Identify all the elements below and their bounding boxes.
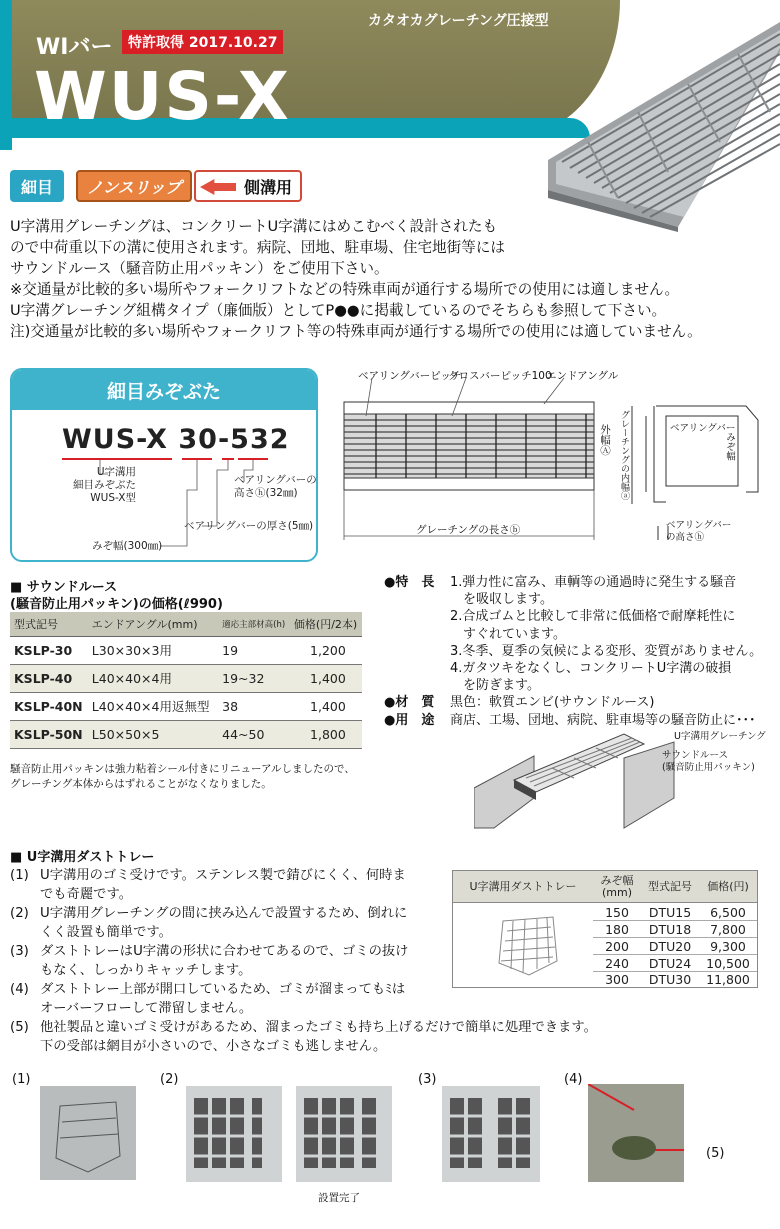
- col-price: 価格(円/2本): [290, 612, 362, 636]
- tag-non-slip: ノンスリップ: [76, 170, 192, 202]
- tray-cell: 11,800: [706, 972, 750, 987]
- table-cell: KSLP-40: [10, 664, 88, 692]
- intro-line: U字溝用グレーチングは、コンクリートU字溝にはめこむべく設計されたも: [10, 218, 498, 235]
- photo-label: (4): [564, 1072, 583, 1087]
- install-photos: [0, 1070, 780, 1220]
- tray-cell: DTU15: [641, 904, 699, 921]
- table-cell: L40×40×4用返無型: [88, 692, 218, 720]
- photo-label: (3): [418, 1072, 437, 1087]
- install-drawing: [474, 728, 774, 836]
- header-teal-edge: [0, 0, 12, 150]
- item-text: もなく、しっかりキャッチします。: [40, 963, 252, 978]
- tray-label: U字溝用ダストトレー: [453, 871, 593, 903]
- label-grating: U字溝用グレーチング: [674, 731, 766, 742]
- photo-grating-overflow: [442, 1086, 540, 1182]
- item-number: (3): [10, 944, 29, 959]
- label-thickness: ベアリングバーの厚さ(5㎜): [184, 520, 314, 532]
- arrow-left-icon: [200, 179, 236, 195]
- tray-image: [493, 911, 563, 981]
- intro-line: サウンドルース（騒音防止用パッキン）をご使用下さい。: [10, 260, 389, 277]
- photo-label: (5): [706, 1146, 725, 1161]
- intro-line: ※交通量が比較的多い場所やフォークリフトなどの特殊車両が通行する場所での使用には適しません。: [10, 281, 680, 298]
- tray-cell: 180: [593, 921, 641, 938]
- tray-cell: DTU18: [641, 921, 699, 938]
- item-text: オーバーフローして滞留しません。: [40, 1001, 253, 1016]
- tray-price-table: [452, 870, 758, 988]
- photo-caption: 設置完了: [318, 1192, 360, 1204]
- list-item: [10, 1018, 770, 1056]
- col-tray-code: 型式記号: [641, 871, 699, 903]
- table-cell: 1,800: [290, 720, 362, 748]
- item-text: 他社製品と違いゴミ受けがあるため、溜まったゴミも持ち上げるだけで簡単に処理できます。: [40, 1020, 597, 1035]
- table-cell: KSLP-30: [10, 636, 88, 664]
- item-text: ダストトレーはU字溝の形状に合わせてあるので、ゴミの抜け: [40, 944, 409, 959]
- use-label: ●用 途: [384, 712, 435, 728]
- tray-cell: 9,300: [699, 938, 757, 955]
- feature-line: 4.ガタツキをなくし、コンクリートU字溝の破損: [450, 661, 732, 677]
- tag-fine-mesh: 細目: [10, 170, 64, 202]
- tag-side-gutter-label: 側溝用: [243, 177, 292, 197]
- label-inner-width: グレーチングの内幅ⓐ: [619, 410, 629, 500]
- tray-cell: DTU24: [641, 955, 699, 972]
- series-label: WIバー: [36, 35, 113, 60]
- model-code: WUS-X 30-532: [62, 424, 290, 455]
- tray-cell: DTU30: [648, 972, 692, 987]
- table-cell: 1,400: [290, 664, 362, 692]
- features-section: [384, 574, 774, 729]
- table-cell: 1,400: [290, 692, 362, 720]
- photo-grating-install-a: [186, 1086, 282, 1182]
- label-type: U字溝用 細目みぞぶた WUS-X型: [73, 466, 136, 504]
- feature-line: を防ぎます。: [450, 678, 540, 694]
- table-cell: L30×30×3用: [88, 636, 218, 664]
- item-text: 下の受部は網目が小さいので、小さなゴミも逃しません。: [40, 1039, 387, 1054]
- sound-note: [10, 762, 355, 792]
- photo-label: (1): [12, 1072, 31, 1087]
- label-end-angle: エンドアングル: [546, 370, 619, 382]
- photo-label: (2): [160, 1072, 179, 1087]
- table-cell: KSLP-50N: [10, 720, 88, 748]
- item-text: U字溝用グレーチングの間に挟み込んで設置するため、倒れに: [40, 906, 408, 921]
- feature-line: を吸収します。: [450, 592, 553, 608]
- feature-line: 3.冬季、夏季の気候による変形、変質がありません。: [450, 643, 763, 659]
- code-box-title: 細目みぞぶた: [12, 370, 316, 410]
- table-cell: L40×40×4用: [88, 664, 218, 692]
- table-cell: L50×50×5: [88, 720, 218, 748]
- item-text: U字溝用のゴミ受けです。ステンレス製で錆びにくく、何時ま: [40, 868, 406, 883]
- table-cell: 19~32: [218, 664, 290, 692]
- tray-cell: 6,500: [699, 904, 757, 921]
- product-type: カタオカグレーチング圧接型: [368, 13, 549, 29]
- note-line: 騒音防止用パッキンは強力粘着シール付きにリニューアルしましたので、: [10, 763, 355, 775]
- tray-cell: DTU20: [641, 938, 699, 955]
- table-cell: KSLP-40N: [10, 692, 88, 720]
- label-width: みぞ幅(300㎜): [92, 540, 163, 552]
- table-cell: 44~50: [218, 720, 290, 748]
- label-length: グレーチングの長さⓑ: [416, 524, 521, 536]
- col-code: 型式記号: [10, 612, 88, 636]
- use-value: 商店、工場、団地、病院、駐車場等の騒音防止に･･･: [450, 712, 756, 728]
- intro-line: 注)交通量が比較的多い場所やフォークリフト等の特殊車両が通行する場所での使用には適していません。: [10, 323, 702, 340]
- features-label: ●特 長: [384, 575, 435, 590]
- tray-cell: 150: [593, 904, 641, 921]
- table-cell: 1,200: [290, 636, 362, 664]
- material-label: ●材 質: [384, 695, 435, 711]
- item-number: (1): [10, 868, 29, 883]
- patent-badge: 特許取得 2017.10.27: [122, 30, 283, 54]
- tray-cell: 10,500: [699, 955, 757, 972]
- tray-cell: 300: [605, 972, 629, 987]
- tray-cell: 200: [593, 938, 641, 955]
- label-packing: サウンドルース (騒音防止用パッキン): [662, 750, 755, 773]
- table-cell: 38: [218, 692, 290, 720]
- tag-side-gutter: [194, 170, 302, 202]
- material-value: 黒色：軟質エンビ(サウンドルース): [450, 695, 655, 711]
- item-number: (5): [10, 1020, 29, 1035]
- dust-title: ■ U字溝用ダストトレー: [10, 850, 155, 865]
- feature-line: 2.合成ゴムと比較して非常に低価格で耐摩耗性に: [450, 609, 736, 625]
- photo-tray-with-debris: [588, 1084, 684, 1182]
- feature-line: すぐれています。: [450, 626, 566, 642]
- label-bar-height: ベアリングバー の高さⓗ: [666, 520, 732, 543]
- tray-cell: 7,800: [699, 921, 757, 938]
- col-height: 適応主部材高(h): [218, 612, 290, 636]
- table-cell: 19: [218, 636, 290, 664]
- item-text: くく設置も簡単です。: [40, 925, 172, 940]
- model-title: WUS-X: [34, 58, 291, 135]
- technical-diagram: [336, 364, 776, 560]
- photo-tray: [40, 1086, 136, 1180]
- tray-cell: 240: [593, 955, 641, 972]
- sound-price-table: [10, 612, 362, 749]
- sound-title: ■ サウンドルース: [10, 580, 118, 595]
- photo-grating-install-b: [296, 1086, 392, 1182]
- label-outer-width: 外幅Ⓐ: [599, 424, 611, 456]
- label-bearing-pitch: ベアリングバーピッチ: [358, 370, 462, 382]
- col-tray-price: 価格(円): [699, 871, 757, 903]
- grating-photo: [548, 12, 780, 232]
- intro-line: ので中荷重以下の溝に使用されます。病院、団地、駐車場、住宅地街等には: [10, 239, 506, 256]
- col-groove-width: みぞ幅 (mm): [593, 871, 641, 903]
- feature-line: 1.弾力性に富み、車輌等の通過時に発生する騒音: [450, 575, 737, 590]
- item-text: でも奇麗です。: [40, 887, 133, 902]
- item-text: ダストトレー上部が開口しているため、ゴミが溜まってもﾐは: [40, 982, 406, 997]
- label-cross-pitch: クロスバーピッチ100: [448, 370, 552, 382]
- col-angle: エンドアングル(mm): [88, 612, 218, 636]
- item-number: (4): [10, 982, 29, 997]
- label-bearing-bar: ベアリングバー: [670, 423, 736, 434]
- note-line: グレーチング本体からはずれることがなくなりました。: [10, 778, 272, 790]
- intro-text: [10, 216, 770, 342]
- sound-subtitle: (騒音防止用パッキン)の価格(ℓ990): [10, 597, 223, 612]
- label-groove-width: みぞ幅: [724, 432, 735, 461]
- installation-illustration: [474, 728, 774, 836]
- intro-line: U字溝グレーチング組構タイプ（廉価版）としてP●●に掲載しているのでそちらも参照して下さい。: [10, 302, 667, 319]
- label-height: ベアリングバーの 高さⓗ(32㎜): [234, 474, 317, 499]
- item-number: (2): [10, 906, 29, 921]
- code-explanation-box: [10, 368, 318, 562]
